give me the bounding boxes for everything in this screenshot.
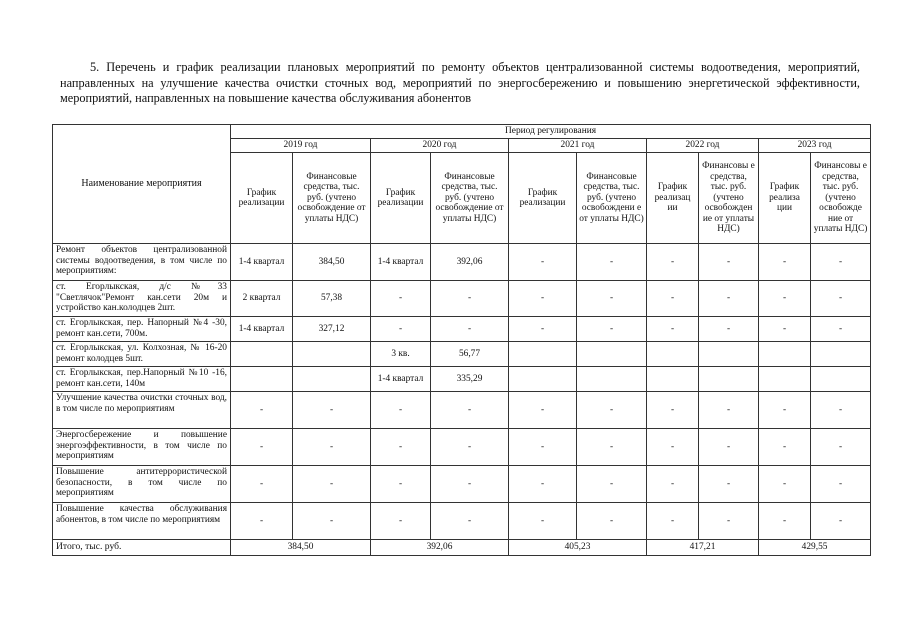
activity-name: Повышение качества обслуживания абонентов, в том числе по мероприятиям <box>53 503 231 540</box>
table-cell: - <box>231 466 293 503</box>
table-cell: - <box>759 466 811 503</box>
table-cell: - <box>577 317 647 342</box>
table-cell: 327,12 <box>293 317 371 342</box>
table-cell <box>699 367 759 392</box>
total-value: 384,50 <box>231 540 371 556</box>
total-value: 429,55 <box>759 540 871 556</box>
table-cell <box>811 367 871 392</box>
table-cell: 3 кв. <box>371 342 431 367</box>
table-row <box>53 367 871 392</box>
table-cell: 1-4 квартал <box>231 317 293 342</box>
table-cell: - <box>699 244 759 281</box>
table-row <box>53 244 871 281</box>
schedule-column-header: График реализации <box>371 153 431 244</box>
table-cell: 1-4 квартал <box>371 244 431 281</box>
name-column-header: Наименование мероприятия <box>53 125 231 244</box>
total-value: 405,23 <box>509 540 647 556</box>
table-cell: - <box>647 503 699 540</box>
table-cell: - <box>577 466 647 503</box>
table-cell: 1-4 квартал <box>371 367 431 392</box>
table-cell: - <box>371 503 431 540</box>
table-cell: - <box>759 317 811 342</box>
table-cell: - <box>231 429 293 466</box>
year-header: 2022 год <box>647 139 759 153</box>
year-header: 2023 год <box>759 139 871 153</box>
activity-name: Энергосбережение и повышение энергоэффективности, в том числе по мероприятиям <box>53 429 231 466</box>
table-cell: - <box>293 503 371 540</box>
table-row <box>53 317 871 342</box>
table-cell: 384,50 <box>293 244 371 281</box>
table-cell: - <box>647 317 699 342</box>
total-value: 417,21 <box>647 540 759 556</box>
section-heading-text: 5. Перечень и график реализации плановых мероприятий по ремонту объектов централизованной системы водоотведения, мероприятий, направленных на улучшение качества очистки сточных вод, мероприятий по энергосбережению и повышению энергетической эффективности, мероприятий, направленных на повышение качества обслуживания абонентов <box>60 60 860 105</box>
finance-column-header: Финансовы е средства, тыс. руб. (учтено освобожден ие от уплаты НДС) <box>699 153 759 244</box>
table-cell: - <box>699 429 759 466</box>
table-cell <box>647 367 699 392</box>
period-header: Период регулирования <box>231 125 871 139</box>
table-cell: - <box>371 281 431 317</box>
table-cell: - <box>759 244 811 281</box>
table-row <box>53 392 871 429</box>
table-row <box>53 281 871 317</box>
table-cell: - <box>699 392 759 429</box>
table-cell: - <box>509 466 577 503</box>
table-cell <box>231 342 293 367</box>
table-cell: - <box>371 317 431 342</box>
table-cell: - <box>811 244 871 281</box>
table-cell: - <box>811 317 871 342</box>
table-row <box>53 429 871 466</box>
table-cell: - <box>509 244 577 281</box>
table-cell <box>577 342 647 367</box>
schedule-column-header: График реализации <box>509 153 577 244</box>
table-cell <box>293 342 371 367</box>
table-cell: - <box>811 466 871 503</box>
table-cell: - <box>647 429 699 466</box>
table-cell: - <box>293 429 371 466</box>
table-cell: 56,77 <box>431 342 509 367</box>
activity-name: ст. Егорлыкская, ул. Колхозная, № 16-20 ремонт колодцев 5шт. <box>53 342 231 367</box>
table-cell <box>759 367 811 392</box>
table-cell: - <box>647 466 699 503</box>
activity-name: Ремонт объектов централизованной системы водоотведения, в том числе по мероприятиям: <box>53 244 231 281</box>
table-cell: - <box>699 466 759 503</box>
activity-name: Повышение антитеррористической безопасности, в том числе по мероприятиям <box>53 466 231 503</box>
table-cell: - <box>811 281 871 317</box>
table-cell: - <box>699 281 759 317</box>
table-cell: - <box>431 503 509 540</box>
table-cell: 392,06 <box>431 244 509 281</box>
activity-name: ст. Егорлыкская, пер.Напорный №10 -16, ремонт кан.сети, 140м <box>53 367 231 392</box>
table-cell: - <box>699 503 759 540</box>
table-cell: - <box>431 392 509 429</box>
table-cell: 335,29 <box>431 367 509 392</box>
table-cell: - <box>647 281 699 317</box>
table-cell: - <box>231 503 293 540</box>
table-cell <box>231 367 293 392</box>
table-cell: - <box>293 392 371 429</box>
table-cell: - <box>811 503 871 540</box>
year-header: 2019 год <box>231 139 371 153</box>
table-row <box>53 503 871 540</box>
table-cell: - <box>431 281 509 317</box>
table-cell: - <box>509 281 577 317</box>
table-cell: - <box>577 429 647 466</box>
year-header: 2021 год <box>509 139 647 153</box>
activity-name: ст. Егорлыкская, пер. Напорный №4 -30, ремонт кан.сети, 700м. <box>53 317 231 342</box>
table-row <box>53 466 871 503</box>
table-cell <box>509 342 577 367</box>
table-cell: - <box>759 503 811 540</box>
table-cell: - <box>293 466 371 503</box>
schedule-column-header: График реализации <box>231 153 293 244</box>
finance-column-header: Финансовые средства, тыс. руб. (учтено освобождени е от уплаты НДС) <box>577 153 647 244</box>
table-cell: - <box>577 244 647 281</box>
table-cell <box>647 342 699 367</box>
table-cell: - <box>577 392 647 429</box>
table-cell: - <box>509 429 577 466</box>
table-cell: 1-4 квартал <box>231 244 293 281</box>
table-cell: - <box>509 392 577 429</box>
table-cell: - <box>371 392 431 429</box>
table-cell: - <box>647 392 699 429</box>
table-row <box>53 342 871 367</box>
table-cell: - <box>371 429 431 466</box>
table-cell: - <box>811 392 871 429</box>
table-cell: - <box>811 429 871 466</box>
table-cell <box>577 367 647 392</box>
total-value: 392,06 <box>371 540 509 556</box>
activity-name: ст. Егорлыкская, д/с №33 "Светлячок"Ремонт кан.сети 20м и устройство кан.колодцев 2шт. <box>53 281 231 317</box>
table-cell <box>811 342 871 367</box>
table-cell: - <box>699 317 759 342</box>
table-cell: - <box>431 429 509 466</box>
table-cell: - <box>509 503 577 540</box>
header-row-period <box>53 125 871 139</box>
total-row <box>53 540 871 556</box>
table-cell <box>699 342 759 367</box>
table-cell: - <box>759 281 811 317</box>
table-cell <box>509 367 577 392</box>
table-cell: - <box>577 281 647 317</box>
table-cell <box>759 342 811 367</box>
schedule-column-header: График реализа ции <box>759 153 811 244</box>
table-cell: - <box>371 466 431 503</box>
activities-schedule-table <box>52 124 871 556</box>
table-cell: - <box>759 392 811 429</box>
finance-column-header: Финансовы е средства, тыс. руб. (учтено освобожде ние от уплаты НДС) <box>811 153 871 244</box>
table-cell: - <box>431 466 509 503</box>
table-cell <box>293 367 371 392</box>
schedule-column-header: График реализац ии <box>647 153 699 244</box>
finance-column-header: Финансовые средства, тыс. руб. (учтено освобождение от уплаты НДС) <box>293 153 371 244</box>
table-cell: - <box>231 392 293 429</box>
table-cell: 57,38 <box>293 281 371 317</box>
year-header: 2020 год <box>371 139 509 153</box>
section-heading <box>60 60 860 107</box>
table-cell: - <box>647 244 699 281</box>
table-cell: - <box>759 429 811 466</box>
table-cell: 2 квартал <box>231 281 293 317</box>
total-label: Итого, тыс. руб. <box>53 540 231 556</box>
table-cell: - <box>431 317 509 342</box>
finance-column-header: Финансовые средства, тыс. руб. (учтено освобождение от уплаты НДС) <box>431 153 509 244</box>
table-cell: - <box>509 317 577 342</box>
activity-name: Улучшение качества очистки сточных вод, в том числе по мероприятиям <box>53 392 231 429</box>
table-cell: - <box>577 503 647 540</box>
